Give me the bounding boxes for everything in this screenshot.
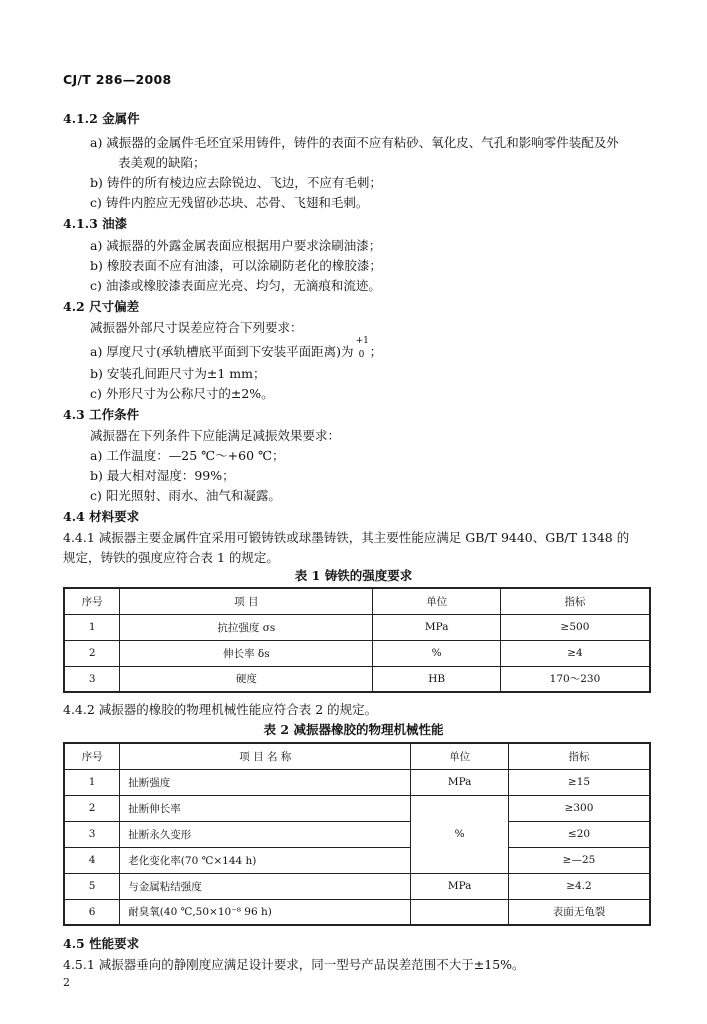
table1-header-cell: 序号	[64, 588, 120, 614]
s42-intro: 减振器外部尺寸误差应符合下列要求：	[90, 320, 303, 335]
table-cell: ≥4	[500, 640, 650, 666]
table-cell: ≥—25	[508, 847, 650, 873]
table-cell: 耐臭氧(40 ℃,50×10⁻⁸ 96 h)	[120, 899, 411, 925]
table-cell: 扯断强度	[120, 769, 411, 795]
table2-header-cell: 项 目 名 称	[120, 743, 411, 769]
s451-paragraph: 4.5.1 减振器垂向的静刚度应满足设计要求，同一型号产品误差范围不大于±15%。	[63, 957, 525, 972]
table-cell: ≥300	[508, 795, 650, 821]
s42-item-a	[90, 336, 383, 360]
table-row	[64, 873, 650, 899]
s413-item-b: b) 橡胶表面不应有油漆，可以涂刷防老化的橡胶漆；	[90, 258, 382, 273]
section-4-4-title: 4.4 材料要求	[63, 509, 140, 524]
table-cell: 170～230	[500, 666, 650, 692]
table-row	[64, 666, 650, 692]
tolerance-lower: 0	[358, 350, 365, 360]
s43-item-b: b) 最大相对湿度：99%；	[90, 468, 235, 483]
table-cell: 扯断伸长率	[120, 795, 411, 821]
table-cell: MPa	[373, 614, 501, 640]
table-cell: 老化变化率(70 ℃×144 h)	[120, 847, 411, 873]
section-4-1-2-title: 4.1.2 金属件	[63, 111, 140, 126]
s412-item-b: b) 铸件的所有棱边应去除锐边、飞边，不应有毛刺；	[90, 175, 382, 190]
table-row	[64, 899, 650, 925]
table-cell: 1	[64, 769, 120, 795]
s412-item-c: c) 铸件内腔应无残留砂芯块、芯骨、飞翅和毛刺。	[90, 195, 369, 210]
table1-header-cell: 指标	[500, 588, 650, 614]
table-cell: 硬度	[120, 666, 373, 692]
table1-header-row	[64, 588, 650, 614]
standard-code: CJ/T 286—2008	[63, 72, 172, 87]
s43-item-c: c) 阳光照射、雨水、油气和凝露。	[90, 488, 281, 503]
s42-item-a-text: a) 厚度尺寸(承轨槽底平面到下安装平面距离)为	[90, 344, 354, 359]
section-4-1-3-title: 4.1.3 油漆	[63, 216, 128, 231]
section-4-5-title: 4.5 性能要求	[63, 936, 140, 951]
table1	[63, 587, 651, 693]
table-cell: 1	[64, 614, 120, 640]
table-cell: MPa	[411, 873, 509, 899]
table-cell: ≥500	[500, 614, 650, 640]
table-row	[64, 847, 650, 873]
table-cell: %	[373, 640, 501, 666]
table-cell: 3	[64, 821, 120, 847]
table-cell: 4	[64, 847, 120, 873]
s42-item-b: b) 安装孔间距尺寸为±1 mm；	[90, 366, 266, 381]
section-4-2-title: 4.2 尺寸偏差	[63, 299, 140, 314]
table2-header-row	[64, 743, 650, 769]
table-cell: 2	[64, 640, 120, 666]
table-cell-merged-unit: %	[411, 795, 509, 873]
table-row	[64, 769, 650, 795]
page-number: 2	[63, 976, 70, 989]
table-cell: 5	[64, 873, 120, 899]
table-row	[64, 795, 650, 821]
table2-header-cell: 单位	[411, 743, 509, 769]
table-cell: 抗拉强度 σs	[120, 614, 373, 640]
table-cell: ≥4.2	[508, 873, 650, 899]
s413-item-a: a) 减振器的外露金属表面应根据用户要求涂刷油漆；	[90, 238, 382, 253]
tolerance-upper: +1	[355, 336, 369, 346]
table-row	[64, 821, 650, 847]
table-cell: 表面无龟裂	[508, 899, 650, 925]
table2-header-cell: 序号	[64, 743, 120, 769]
table-row	[64, 640, 650, 666]
s413-item-c: c) 油漆或橡胶漆表面应光亮、均匀，无滴痕和流迹。	[90, 278, 381, 293]
s43-intro: 减振器在下列条件下应能满足减振效果要求：	[90, 428, 341, 443]
table-row	[64, 614, 650, 640]
table-cell	[411, 899, 509, 925]
table-cell: 3	[64, 666, 120, 692]
table1-header-cell: 单位	[373, 588, 501, 614]
table-cell: ≤20	[508, 821, 650, 847]
s441-line2: 规定，铸铁的强度应符合表 1 的规定。	[63, 550, 279, 565]
s43-item-a: a) 工作温度：—25 ℃～+60 ℃；	[90, 448, 285, 463]
s412-item-a-line2: 表美观的缺陷；	[118, 155, 206, 170]
table-cell: 6	[64, 899, 120, 925]
table-cell: HB	[373, 666, 501, 692]
s441-line1: 4.4.1 减振器主要金属件宜采用可锻铸铁或球墨铸铁，其主要性能应满足 GB/T 9440、GB/T 1348 的	[63, 530, 630, 545]
table-cell: 2	[64, 795, 120, 821]
s42-item-c: c) 外形尺寸为公称尺寸的±2%。	[90, 386, 274, 401]
table-cell: ≥15	[508, 769, 650, 795]
table1-header-cell: 项 目	[120, 588, 373, 614]
table2-caption: 表 2 减振器橡胶的物理机械性能	[263, 722, 444, 737]
table2	[63, 742, 651, 926]
table-cell: 伸长率 δs	[120, 640, 373, 666]
section-4-3-title: 4.3 工作条件	[63, 407, 140, 422]
s412-item-a-line1: a) 减振器的金属件毛坯宜采用铸件，铸件的表面不应有粘砂、氧化皮、气孔和影响零件装配及外	[90, 135, 619, 150]
table-cell: MPa	[411, 769, 509, 795]
table1-caption: 表 1 铸铁的强度要求	[294, 568, 413, 583]
table2-header-cell: 指标	[508, 743, 650, 769]
table-cell: 扯断永久变形	[120, 821, 411, 847]
s42-item-a-end: ；	[369, 344, 383, 359]
s442-paragraph: 4.4.2 减振器的橡胶的物理机械性能应符合表 2 的规定。	[63, 702, 378, 717]
table-cell: 与金属粘结强度	[120, 873, 411, 899]
